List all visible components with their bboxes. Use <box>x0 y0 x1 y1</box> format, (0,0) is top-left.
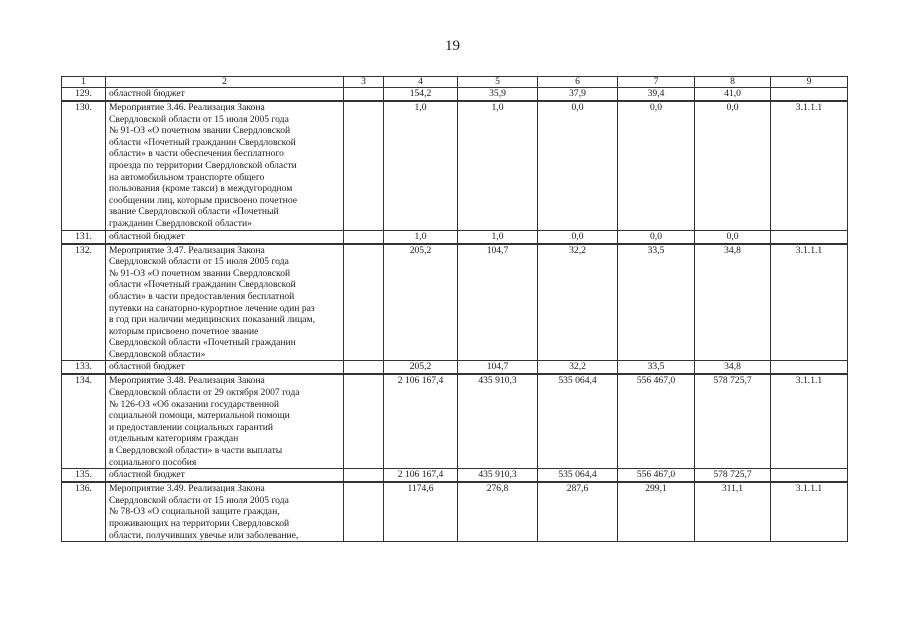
cell-col-6: 0,0 <box>538 101 618 230</box>
row-description <box>106 244 344 361</box>
column-header: 2 <box>106 77 344 88</box>
description-line: № 91-ОЗ «О почетном звании Свердловской <box>109 267 291 279</box>
cell-col-8: 34,8 <box>695 244 771 361</box>
cell-col-4: 205,2 <box>384 244 458 361</box>
description-line: Мероприятие 3.48. Реализация Закона <box>109 375 265 387</box>
description-line: Свердловской области от 15 июля 2005 года <box>109 494 289 506</box>
description-line: в Свердловской области» в части выплаты <box>109 445 283 457</box>
description-line: сообщении лиц, которым присвоено почетное <box>109 194 298 206</box>
cell-col-9 <box>771 469 848 483</box>
cell-col-7: 0,0 <box>618 101 695 230</box>
description-line: области, получивших увечье или заболевание, <box>109 529 299 541</box>
description-line: проживающих на территории Свердловской <box>109 518 290 529</box>
description-line: социального пособия <box>109 456 197 468</box>
row-number: 135. <box>62 469 106 483</box>
row-description <box>106 482 344 541</box>
description-line: области» в части предоставления бесплатной <box>109 290 295 302</box>
cell-col-3 <box>344 88 384 102</box>
cell-col-9: 3.1.1.1 <box>771 101 848 230</box>
row-number: 131. <box>62 230 106 244</box>
cell-col-6: 287,6 <box>538 482 618 541</box>
table-row <box>62 244 848 361</box>
page-number: 19 <box>445 38 460 54</box>
cell-col-3 <box>344 244 384 361</box>
cell-col-6: 32,2 <box>538 244 618 361</box>
table-row <box>62 374 848 468</box>
description-line: в год при наличии медицинских показаний лицам, <box>109 314 315 326</box>
cell-col-4: 1,0 <box>384 101 458 230</box>
row-number: 136. <box>62 482 106 541</box>
table-row <box>62 469 848 483</box>
cell-col-6: 535 064,4 <box>538 374 618 468</box>
cell-col-4: 2 106 167,4 <box>384 469 458 483</box>
description-line: которым присвоено почетное звание <box>109 325 259 337</box>
description-line: Мероприятие 3.46. Реализация Закона <box>109 102 265 113</box>
row-number: 130. <box>62 101 106 230</box>
cell-col-9: 3.1.1.1 <box>771 482 848 541</box>
description-line: области» в части обеспечения бесплатного <box>109 148 284 160</box>
description-line: областной бюджет <box>109 361 185 373</box>
cell-col-3 <box>344 374 384 468</box>
table-row <box>62 101 848 230</box>
column-header: 5 <box>458 77 538 88</box>
row-description <box>106 101 344 230</box>
column-header: 1 <box>62 77 106 88</box>
cell-col-4: 1,0 <box>384 230 458 244</box>
cell-col-3 <box>344 101 384 230</box>
cell-col-9 <box>771 361 848 375</box>
description-line: областной бюджет <box>109 230 185 242</box>
description-line: социальной помощи, материальной помощи <box>109 410 290 422</box>
table-row <box>62 482 848 541</box>
description-line: областной бюджет <box>109 88 185 99</box>
cell-col-9: 3.1.1.1 <box>771 244 848 361</box>
description-line: проезда по территории Свердловской области <box>109 159 297 171</box>
description-line: Свердловской области» <box>109 348 206 360</box>
cell-col-3 <box>344 361 384 375</box>
cell-col-5: 104,7 <box>458 244 538 361</box>
table-header-row <box>62 77 848 88</box>
cell-col-6: 32,2 <box>538 361 618 375</box>
cell-col-8: 578 725,7 <box>695 469 771 483</box>
row-number: 133. <box>62 361 106 375</box>
description-line: отдельным категориям граждан <box>109 433 239 445</box>
description-line: № 91-ОЗ «О почетном звании Свердловской <box>109 125 291 137</box>
cell-col-5: 1,0 <box>458 101 538 230</box>
cell-col-6: 37,9 <box>538 88 618 102</box>
description-line: областной бюджет <box>109 469 185 481</box>
cell-col-9 <box>771 230 848 244</box>
cell-col-5: 104,7 <box>458 361 538 375</box>
description-line: области «Почетный гражданин Свердловской <box>109 279 296 291</box>
description-line: области «Почетный гражданин Свердловской <box>109 136 296 148</box>
row-description <box>106 230 344 244</box>
row-description <box>106 374 344 468</box>
cell-col-8: 34,8 <box>695 361 771 375</box>
description-line: Свердловской области от 15 июля 2005 года <box>109 113 289 125</box>
cell-col-3 <box>344 230 384 244</box>
cell-col-6: 0,0 <box>538 230 618 244</box>
table-row <box>62 230 848 244</box>
cell-col-5: 276,8 <box>458 482 538 541</box>
cell-col-7: 33,5 <box>618 244 695 361</box>
cell-col-6: 535 064,4 <box>538 469 618 483</box>
cell-col-7: 299,1 <box>618 482 695 541</box>
cell-col-7: 556 467,0 <box>618 374 695 468</box>
row-number: 129. <box>62 88 106 102</box>
table-row <box>62 88 848 102</box>
row-description <box>106 88 344 102</box>
cell-col-5: 35,9 <box>458 88 538 102</box>
cell-col-8: 41,0 <box>695 88 771 102</box>
cell-col-4: 154,2 <box>384 88 458 102</box>
cell-col-4: 2 106 167,4 <box>384 374 458 468</box>
description-line: путевки на санаторно-курортное лечение один раз <box>109 302 315 314</box>
cell-col-5: 1,0 <box>458 230 538 244</box>
description-line: Мероприятие 3.49. Реализация Закона <box>109 483 265 495</box>
cell-col-8: 0,0 <box>695 101 771 230</box>
cell-col-4: 1174,6 <box>384 482 458 541</box>
column-header: 6 <box>538 77 618 88</box>
cell-col-7: 33,5 <box>618 361 695 375</box>
description-line: пользования (кроме такси) в междугородном <box>109 183 293 195</box>
cell-col-7: 39,4 <box>618 88 695 102</box>
row-number: 132. <box>62 244 106 361</box>
cell-col-3 <box>344 482 384 541</box>
description-line: Мероприятие 3.47. Реализация Закона <box>109 244 265 256</box>
description-line: Свердловской области от 15 июля 2005 года <box>109 256 289 268</box>
description-line: гражданин Свердловской области» <box>109 217 252 229</box>
cell-col-5: 435 910,3 <box>458 374 538 468</box>
cell-col-7: 0,0 <box>618 230 695 244</box>
cell-col-3 <box>344 469 384 483</box>
cell-col-8: 578 725,7 <box>695 374 771 468</box>
column-header: 7 <box>618 77 695 88</box>
description-line: и предоставлении социальных гарантий <box>109 421 274 433</box>
description-line: Свердловской области «Почетный гражданин <box>109 337 296 349</box>
description-line: № 126-ОЗ «Об оказании государственной <box>109 398 280 410</box>
cell-col-5: 435 910,3 <box>458 469 538 483</box>
column-header: 4 <box>384 77 458 88</box>
column-header: 3 <box>344 77 384 88</box>
row-description <box>106 469 344 483</box>
cell-col-4: 205,2 <box>384 361 458 375</box>
description-line: № 78-ОЗ «О социальной защите граждан, <box>109 506 280 518</box>
description-line: на автомобильном транспорте общего <box>109 171 265 183</box>
cell-col-7: 556 467,0 <box>618 469 695 483</box>
row-description <box>106 361 344 375</box>
description-line: Свердловской области от 29 октября 2007 года <box>109 387 300 399</box>
description-line: звание Свердловской области «Почетный <box>109 206 279 218</box>
column-header: 9 <box>771 77 848 88</box>
column-header: 8 <box>695 77 771 88</box>
cell-col-9 <box>771 88 848 102</box>
cell-col-8: 311,1 <box>695 482 771 541</box>
cell-col-9: 3.1.1.1 <box>771 374 848 468</box>
budget-table <box>61 76 848 542</box>
cell-col-8: 0,0 <box>695 230 771 244</box>
row-number: 134. <box>62 374 106 468</box>
table-row <box>62 361 848 375</box>
